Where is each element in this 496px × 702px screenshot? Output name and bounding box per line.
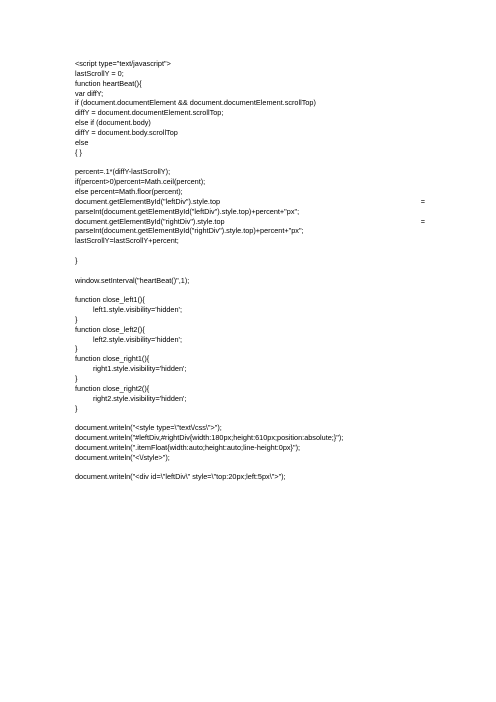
code-line: }: [75, 344, 78, 354]
code-line: else if (document.body): [75, 118, 151, 128]
code-line: lastScrollY=lastScrollY+percent;: [75, 236, 179, 246]
blank-line: [75, 157, 425, 167]
code-line: }: [75, 374, 78, 383]
code-line: diffY = document.body.scrollTop: [75, 127, 178, 137]
code-line: left2.style.visibility='hidden';: [93, 334, 182, 344]
blank-line: [75, 463, 425, 473]
justified-code-line: [75, 197, 425, 207]
blank-line: [75, 246, 425, 256]
code-fragment: document.getElementById("leftDiv").style.top: [75, 196, 221, 206]
code-line: document.writeln("<div id=\"leftDiv\" style=\"top:20px;left:5px\">");: [75, 472, 286, 482]
code-line: else percent=Math.floor(percent);: [75, 186, 183, 196]
code-line: <script type="text/javascript">: [75, 59, 171, 68]
code-line: document.writeln("#leftDiv,#rightDiv{width:180px;height:610px;position:absolute;}");: [75, 433, 344, 443]
blank-line: [75, 266, 425, 276]
code-line: parseInt(document.getElementById("leftDiv").style.top)+percent+"px";: [75, 206, 300, 216]
code-line: if (document.documentElement && document.documentElement.scrollTop): [75, 98, 316, 108]
code-line: diffY = document.documentElement.scrollTop;: [75, 108, 224, 118]
code-line: right2.style.visibility='hidden';: [93, 393, 187, 403]
code-line: if(percent>0)percent=Math.ceil(percent);: [75, 177, 206, 187]
code-fragment: =: [420, 196, 425, 206]
code-line: function close_left1(){: [75, 295, 145, 305]
code-line: percent=.1*(diffY-lastScrollY);: [75, 167, 171, 177]
code-line: }: [75, 314, 78, 324]
code-line: function close_right1(){: [75, 354, 150, 364]
blank-line: [75, 285, 425, 295]
code-line: left1.style.visibility='hidden';: [93, 305, 182, 315]
code-line: var diffY;: [75, 88, 104, 98]
code-line: document.writeln(".itemFloat{width:auto;height:auto;line-height:0px}");: [75, 442, 301, 452]
code-line: document.writeln("<style type=\"text\/css\">");: [75, 423, 222, 433]
code-line: { }: [75, 147, 82, 157]
code-line: }: [75, 403, 78, 413]
justified-code-line: [75, 217, 425, 227]
code-line: }: [75, 255, 78, 265]
blank-line: [75, 413, 425, 423]
code-line: function close_right2(){: [75, 383, 150, 393]
code-line: function heartBeat(){: [75, 78, 142, 88]
code-line: function close_left2(){: [75, 324, 145, 334]
code-line: window.setInterval("heartBeat()",1);: [75, 275, 190, 285]
code-line: lastScrollY = 0;: [75, 68, 124, 78]
code-fragment: document.getElementById("rightDiv").style.top: [75, 216, 225, 226]
code-line: document.writeln("<\/style>");: [75, 452, 170, 462]
code-line: parseInt(document.getElementById("rightDiv").style.top)+percent+"px";: [75, 226, 304, 236]
code-block: [75, 59, 425, 482]
code-line: else: [75, 137, 89, 147]
code-fragment: =: [420, 216, 425, 226]
code-line: right1.style.visibility='hidden';: [93, 364, 187, 374]
